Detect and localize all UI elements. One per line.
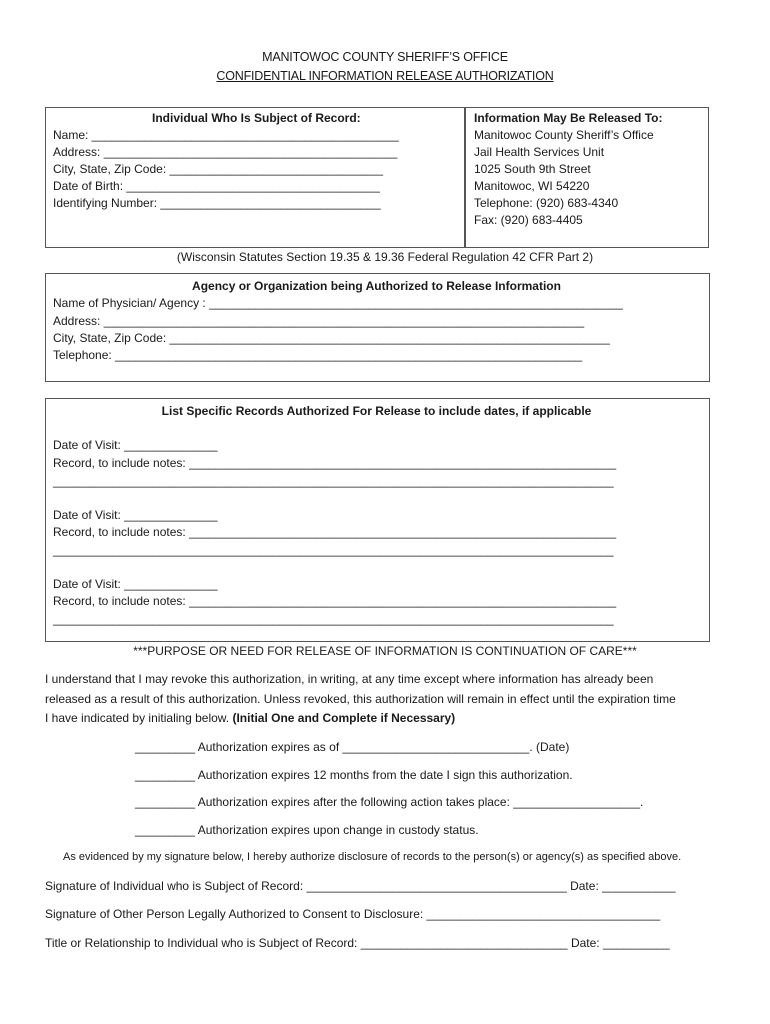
agency-telephone-field[interactable]: Telephone: ______________________________________________________________________ bbox=[53, 348, 583, 362]
release-to-line: Telephone: (920) 683-4340 bbox=[474, 196, 619, 210]
visit-date-field[interactable]: Date of Visit: ______________ bbox=[53, 438, 218, 452]
release-to-line: Manitowoc County Sheriff’s Office bbox=[474, 128, 654, 142]
revoke-paragraph-line: I understand that I may revoke this authorization, in writing, at any time except where information has already been bbox=[45, 672, 654, 686]
expiration-option-12-months[interactable]: _________ Authorization expires 12 months from the date I sign this authorization. bbox=[135, 768, 573, 782]
agency-heading: Agency or Organization being Authorized to Release Information bbox=[192, 279, 561, 293]
subject-name-field[interactable]: Name: ______________________________________________ bbox=[53, 128, 399, 142]
subject-signature-field[interactable]: Signature of Individual who is Subject of Record: _______________________________________ Date: ___________ bbox=[45, 879, 676, 893]
agency-physician-field[interactable]: Name of Physician/ Agency : ______________________________________________________________ bbox=[53, 296, 623, 310]
visit-date-field[interactable]: Date of Visit: ______________ bbox=[53, 577, 218, 591]
revoke-paragraph-line: released as a result of this authorization. Unless revoked, this authorization will remain in effect until the expiration time bbox=[45, 692, 676, 706]
subject-heading: Individual Who Is Subject of Record: bbox=[152, 111, 361, 125]
release-to-heading: Information May Be Released To: bbox=[474, 111, 663, 125]
record-notes-field[interactable]: Record, to include notes: ________________________________________________________________ bbox=[53, 456, 617, 470]
record-notes-field[interactable]: Record, to include notes: ________________________________________________________________ bbox=[53, 594, 617, 608]
relationship-field[interactable]: Title or Relationship to Individual who is Subject of Record: _______________________________ Date: __________ bbox=[45, 936, 670, 950]
record-notes-continuation[interactable]: ____________________________________________________________________________________ bbox=[53, 474, 614, 488]
purpose-statement: ***PURPOSE OR NEED FOR RELEASE OF INFORMATION IS CONTINUATION OF CARE*** bbox=[133, 644, 637, 658]
subject-dob-field[interactable]: Date of Birth: ______________________________________ bbox=[53, 179, 380, 193]
records-heading: List Specific Records Authorized For Release to include dates, if applicable bbox=[161, 404, 592, 418]
statutes-note: (Wisconsin Statutes Section 19.35 & 19.36 Federal Regulation 42 CFR Part 2) bbox=[176, 250, 594, 264]
revoke-paragraph-line bbox=[45, 711, 455, 725]
record-notes-continuation[interactable]: ____________________________________________________________________________________ bbox=[53, 612, 614, 626]
evidence-statement: As evidenced by my signature below, I hereby authorize disclosure of records to the person(s) or agency(s) as specified above. bbox=[63, 851, 682, 863]
record-notes-continuation[interactable]: ____________________________________________________________________________________ bbox=[53, 543, 614, 557]
release-to-line: Manitowoc, WI 54220 bbox=[474, 179, 590, 193]
release-to-line: Jail Health Services Unit bbox=[474, 145, 605, 159]
release-to-line: 1025 South 9th Street bbox=[474, 162, 591, 176]
subject-address-field[interactable]: Address: ____________________________________________ bbox=[53, 145, 398, 159]
office-title: MANITOWOC COUNTY SHERIFF’S OFFICE bbox=[262, 50, 508, 64]
form-title: CONFIDENTIAL INFORMATION RELEASE AUTHORIZATION bbox=[216, 69, 554, 83]
subject-city-field[interactable]: City, State, Zip Code: ________________________________ bbox=[53, 162, 384, 176]
expiration-option-custody[interactable]: _________ Authorization expires upon change in custody status. bbox=[135, 823, 479, 837]
subject-id-field[interactable]: Identifying Number: _________________________________ bbox=[53, 196, 381, 210]
agency-city-field[interactable]: City, State, Zip Code: __________________________________________________________________ bbox=[53, 331, 610, 345]
record-notes-field[interactable]: Record, to include notes: ________________________________________________________________ bbox=[53, 525, 617, 539]
revoke-paragraph-text: I have indicated by initialing below. bbox=[45, 711, 233, 725]
expiration-option-action[interactable]: _________ Authorization expires after the following action takes place: ___________________. bbox=[135, 795, 644, 809]
other-person-signature-field[interactable]: Signature of Other Person Legally Authorized to Consent to Disclosure: ___________________________________ bbox=[45, 907, 661, 921]
expiration-option-date[interactable]: _________ Authorization expires as of ____________________________. (Date) bbox=[135, 740, 570, 754]
release-to-line: Fax: (920) 683-4405 bbox=[474, 213, 583, 227]
visit-date-field[interactable]: Date of Visit: ______________ bbox=[53, 508, 218, 522]
agency-address-field[interactable]: Address: ________________________________________________________________________ bbox=[53, 314, 585, 328]
initial-instruction: (Initial One and Complete if Necessary) bbox=[232, 711, 456, 725]
